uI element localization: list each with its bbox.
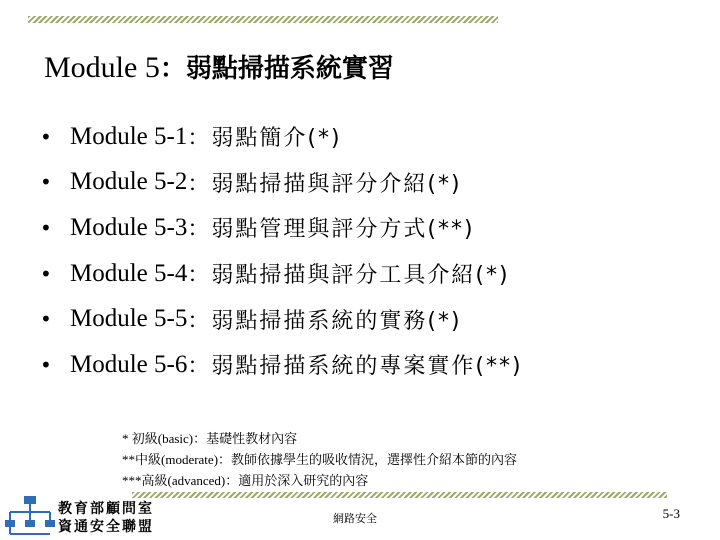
note-moderate: **中級(moderate)：教師依據學生的吸收情況，選擇性介紹本節的內容 [122,452,518,467]
bullet-icon: • [40,215,52,240]
title-module-label: Module 5 [44,51,160,84]
module-id: Module 5-5 [70,305,188,333]
list-item [40,160,523,206]
module-description: ：弱點管理與評分方式(**) [187,217,475,243]
org-line-2: 資通安全聯盟 [58,519,154,535]
module-description: ：弱點掃描與評分介紹(*) [187,171,462,197]
list-item [40,114,523,160]
module-description: ：弱點掃描系統的專案實作(**) [187,354,523,380]
list-item [40,342,523,388]
bullet-icon: • [40,307,52,332]
list-item [40,296,523,342]
bullet-icon: • [40,170,52,195]
list-item [40,205,523,251]
module-id: Module 5-6 [70,350,188,378]
org-line-1: 教育部顧問室 [58,501,154,517]
module-id: Module 5-3 [70,213,188,241]
module-description: ：弱點掃描系統的實務(*) [187,308,462,334]
module-description: ：弱點掃描與評分工具介紹(*) [187,263,510,289]
organization-name [58,500,154,536]
bullet-icon: • [40,124,52,149]
bullet-icon: • [40,261,52,286]
module-list [40,114,523,388]
bullet-icon: • [40,352,52,377]
note-advanced: ***高級(advanced)：適用於深入研究的內容 [122,473,369,488]
module-id: Module 5-4 [70,259,188,287]
list-item [40,251,523,297]
page-number: 5-3 [662,506,680,521]
network-logo-icon [4,494,56,536]
bottom-decorative-stripe [132,492,667,498]
level-notes [122,428,517,491]
top-decorative-stripe [28,16,498,23]
module-id: Module 5-2 [70,168,188,196]
footer-course-name: 網路安全 [333,512,377,525]
module-description: ：弱點簡介(*) [187,126,342,152]
title-topic: ：弱點掃描系統實習 [159,54,394,84]
note-basic: * 初級(basic)：基礎性教材內容 [122,431,298,446]
slide-title [44,46,394,91]
module-id: Module 5-1 [70,122,188,150]
